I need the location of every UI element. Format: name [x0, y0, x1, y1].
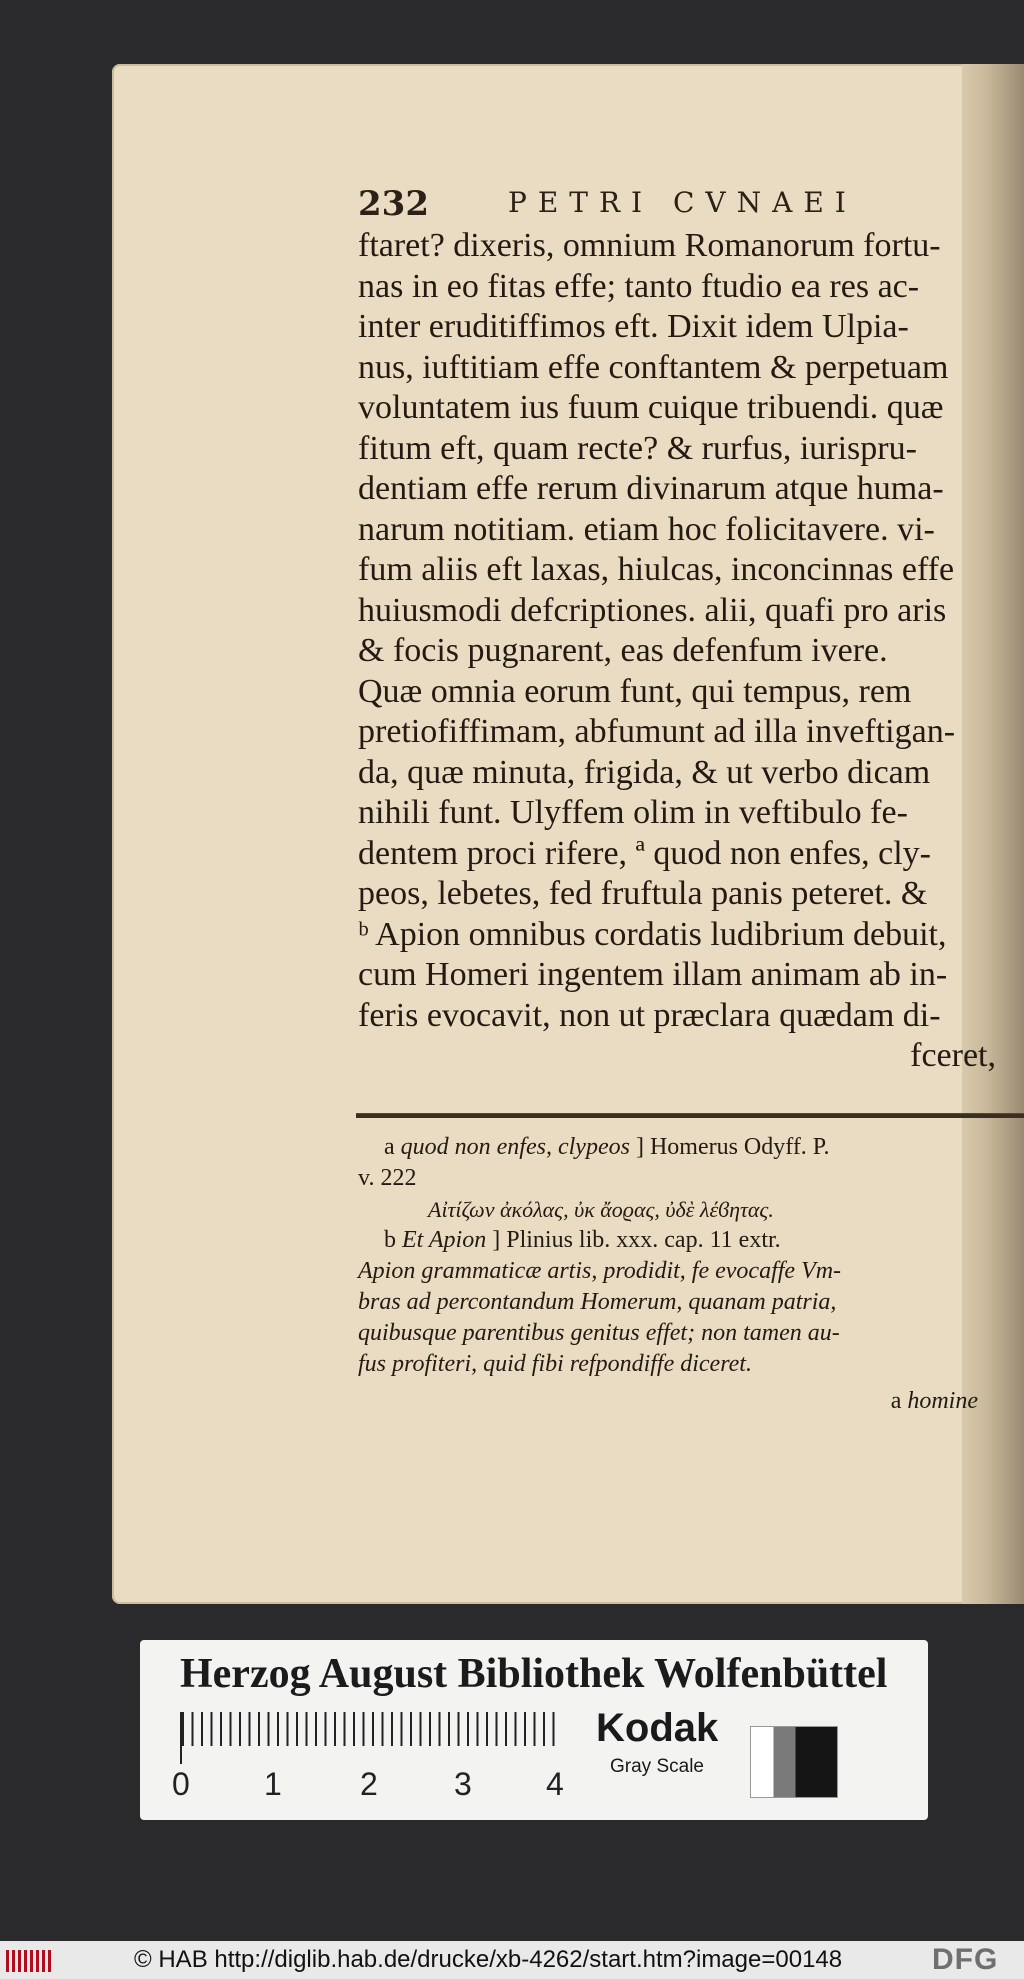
- ruler-number: 2: [360, 1766, 378, 1802]
- footnote-line: bras ad percontandum Homerum, quanam patria,: [358, 1289, 837, 1315]
- text-line: & focis pugnarent, eas defenfum ivere.: [358, 632, 888, 669]
- text-line: nas in eo fitas effe; tanto ftudio ea res ac-: [358, 267, 920, 305]
- footnote-marker: b: [384, 1227, 396, 1253]
- library-name: Herzog August Bibliothek Wolfenbüttel: [180, 1651, 888, 1697]
- text-line: Quæ omnia eorum funt, qui tempus, rem: [358, 672, 912, 710]
- text-line: feris evocavit, non ut præclara quædam di-: [358, 996, 941, 1034]
- text-line: nihili funt. Ulyffem olim in veftibulo fe-: [358, 794, 908, 831]
- footnote-line: fus profiteri, quid fibi refpondiffe diceret.: [358, 1351, 752, 1377]
- running-head-title: PETRI CVNAEI: [508, 186, 857, 219]
- catchword-word: homine: [907, 1388, 978, 1414]
- text-line: cum Homeri ingentem illam animam ab in-: [358, 956, 948, 993]
- page-number: 232: [358, 184, 429, 224]
- footnote-bracket: ]: [635, 1134, 644, 1160]
- text-line: huiusmodi defcriptiones. alii, quafi pro aris: [358, 591, 947, 629]
- text-line: ftaret? dixeris, omnium Romanorum fortu-: [358, 227, 941, 264]
- ruler-scale: [180, 1712, 562, 1764]
- footnote-text: Plinius lib. xxx. cap. 11 extr.: [506, 1227, 781, 1253]
- gray-scale-label: Gray Scale: [610, 1756, 704, 1777]
- footnote-rule: [356, 1113, 1024, 1118]
- text-line: voluntatem ius fuum cuique tribuendi. quæ: [358, 389, 944, 426]
- footnote-line: Apion grammaticæ artis, prodidit, fe evocaffe Vm-: [358, 1258, 842, 1284]
- footnote-marker: a: [384, 1134, 395, 1160]
- color-calibration-card: [140, 1640, 928, 1820]
- kodak-logo: Kodak: [596, 1706, 719, 1750]
- footnote-b: [358, 1225, 998, 1256]
- ruler-numbers: [172, 1766, 582, 1806]
- text-line: fitum eft, quam recte? & rurfus, iurispru-: [358, 429, 917, 467]
- footnote-greek-quote: Αἰτίζων ἀκόλας, ὐκ ἄοϱας, ὐδὲ λέϐητας.: [428, 1197, 774, 1222]
- text-line: fum aliis eft laxas, hiulcas, inconcinnas effe: [358, 551, 955, 588]
- hab-logo-icon: [6, 1950, 52, 1972]
- footnote-bracket: ]: [492, 1227, 501, 1253]
- text-line: da, quæ minuta, frigida, & ut verbo dicam: [358, 753, 931, 791]
- ruler-number: 0: [172, 1766, 190, 1802]
- gray-scale-patch: [750, 1726, 838, 1798]
- text-line: peos, lebetes, fed fruftula panis peteret. &: [358, 875, 928, 912]
- text-line: dentiam effe rerum divinarum atque huma-: [358, 470, 944, 507]
- footnote-lemma: Et Apion: [402, 1227, 487, 1253]
- footnote-a: [358, 1132, 998, 1163]
- footnote-text: Homerus Odyff. P.: [649, 1134, 830, 1160]
- footnotes: [358, 1132, 998, 1417]
- text-line-last: fceret,: [910, 1037, 996, 1074]
- text-line: pretiofiffimam, abfumunt ad illa inveftigan-: [358, 713, 956, 750]
- running-head: [358, 184, 998, 228]
- catchword-marker: a: [890, 1388, 902, 1414]
- text-line: nus, iuftitiam effe conftantem & perpetuam: [358, 348, 949, 386]
- body-text: [358, 226, 1008, 1077]
- footnote-lemma: quod non enfes, clypeos: [400, 1134, 630, 1160]
- text-line: ᵇ Apion omnibus cordatis ludibrium debuit,: [358, 915, 947, 953]
- text-line: dentem proci rifere, ª quod non enfes, cly-: [358, 834, 932, 872]
- catchword: [358, 1386, 998, 1417]
- footer-bar: [0, 1941, 1024, 1979]
- ruler-number: 3: [454, 1766, 472, 1802]
- dfg-logo: DFG: [932, 1943, 999, 1976]
- ruler-number: 1: [264, 1766, 282, 1802]
- text-line: inter eruditiffimos eft. Dixit idem Ulpia-: [358, 308, 909, 345]
- footer-credit-link[interactable]: © HAB http://diglib.hab.de/drucke/xb-4262/start.htm?image=00148: [134, 1946, 843, 1973]
- text-line: narum notitiam. etiam hoc folicitavere. vi-: [358, 510, 935, 548]
- footnote-line: v. 222: [358, 1165, 417, 1191]
- book-page: [112, 64, 1024, 1604]
- ruler-number: 4: [546, 1766, 564, 1802]
- footnote-line: quibusque parentibus genitus effet; non tamen au-: [358, 1320, 840, 1346]
